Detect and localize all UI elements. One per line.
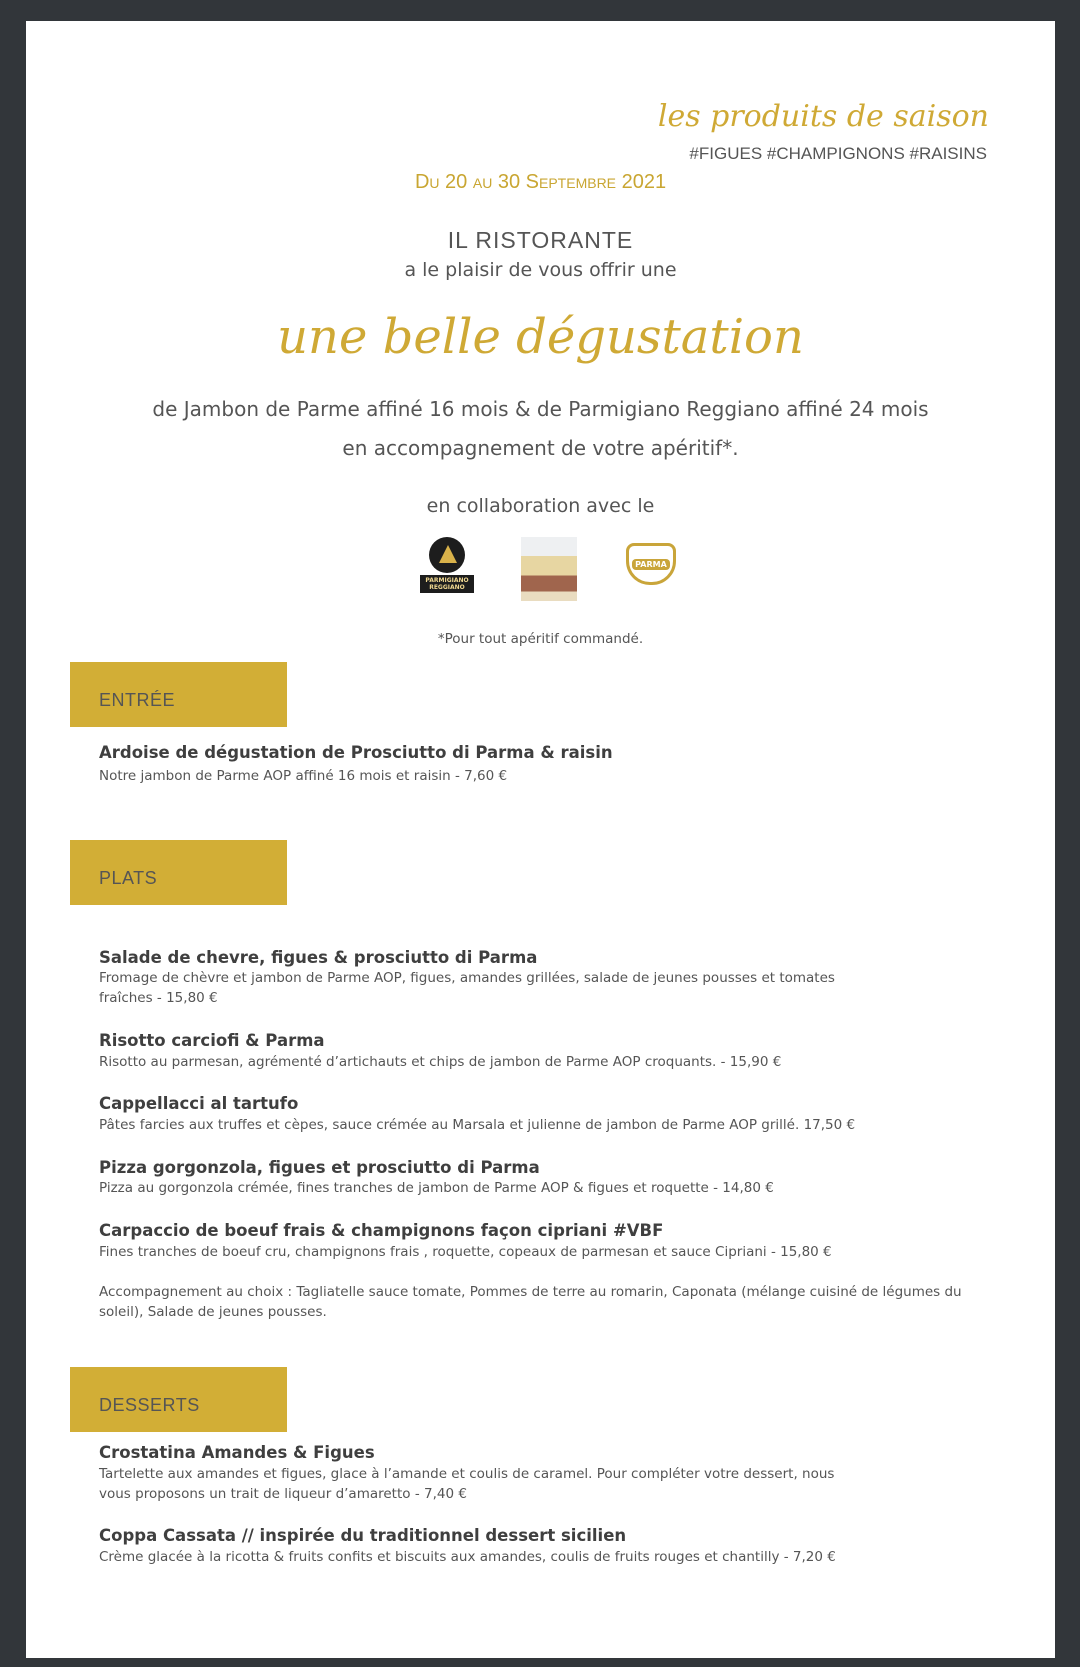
date-range: Du 20 au 30 Septembre 2021	[414, 171, 667, 193]
menu-item-desc: Pâtes farcies aux truffes et cèpes, sauce crémée au Marsala et julienne de jambon de Parme AOP grillé. 17,50 €	[99, 1117, 856, 1133]
menu-item-desc: Pizza au gorgonzola crémée, fines tranches de jambon de Parme AOP & figues et roquette - 14,80 €	[99, 1180, 774, 1196]
menu-item-title: Pizza gorgonzola, figues et prosciutto di Parma	[99, 1158, 540, 1177]
menu-item-title: Salade de chevre, figues & prosciutto di Parma	[99, 948, 538, 967]
tasting-line-2: en accompagnement de votre apéritif*.	[342, 436, 739, 460]
menu-item-desc: Fromage de chèvre et jambon de Parme AOP, figues, amandes grillées, salade de jeunes pousses et tomates fraîches - 15,80 €	[99, 970, 835, 1006]
menu-item-title: Coppa Cassata // inspirée du traditionnel dessert sicilien	[99, 1526, 627, 1545]
season-script-title: les produits de saison	[657, 99, 989, 134]
collaboration-text: en collaboration avec le	[426, 495, 655, 517]
menu-item-desc: Fines tranches de boeuf cru, champignons frais , roquette, copeaux de parmesan et sauce Cipriani - 15,80 €	[99, 1244, 832, 1260]
hashtags: #FIGUES #CHAMPIGNONS #RAISINS	[689, 144, 987, 163]
offer-text: a le plaisir de vous offrir une	[404, 259, 677, 281]
menu-item-title: Cappellacci al tartufo	[99, 1094, 299, 1113]
menu-item-title: Risotto carciofi & Parma	[99, 1031, 325, 1050]
menu-item-desc: Risotto au parmesan, agrémenté d’artichauts et chips de jambon de Parme AOP croquants. - 15,90 €	[99, 1054, 782, 1070]
section-header-entree: ENTRÉE	[70, 662, 287, 727]
parmigiano-reggiano-logo: PARMIGIANO REGGIANO	[420, 537, 474, 607]
tasting-board-photo	[521, 537, 577, 601]
tasting-script-title: une belle dégustation	[277, 309, 804, 365]
tasting-line-1: de Jambon de Parme affiné 16 mois & de Parmigiano Reggiano affiné 24 mois	[152, 397, 929, 421]
section-header-desserts: DESSERTS	[70, 1367, 287, 1432]
menu-item-desc: Crème glacée à la ricotta & fruits confits et biscuits aux amandes, coulis de fruits rouges et chantilly - 7,20 €	[99, 1549, 836, 1565]
menu-item-title: Carpaccio de boeuf frais & champignons façon cipriani #VBF	[99, 1221, 664, 1240]
side-dish-options: Accompagnement au choix : Tagliatelle sauce tomate, Pommes de terre au romarin, Caponata (mélange cuisiné de légumes du soleil), Salade de jeunes pousses.	[99, 1284, 962, 1320]
prosciutto-di-parma-crown-logo: PARMA	[622, 537, 680, 607]
section-header-plats: PLATS	[70, 840, 287, 905]
restaurant-name: IL RISTORANTE	[447, 227, 634, 253]
menu-item-desc: Notre jambon de Parme AOP affiné 16 mois et raisin - 7,60 €	[99, 768, 508, 784]
menu-page	[26, 21, 1055, 1658]
menu-item-title: Ardoise de dégustation de Prosciutto di Parma & raisin	[99, 743, 613, 762]
menu-item-title: Crostatina Amandes & Figues	[99, 1443, 375, 1462]
menu-item-desc: Tartelette aux amandes et figues, glace à l’amande et coulis de caramel. Pour compléter votre dessert, nous vous proposons un trait de liqueur d’amaretto - 7,40 €	[99, 1466, 835, 1502]
footnote: *Pour tout apéritif commandé.	[437, 631, 644, 647]
